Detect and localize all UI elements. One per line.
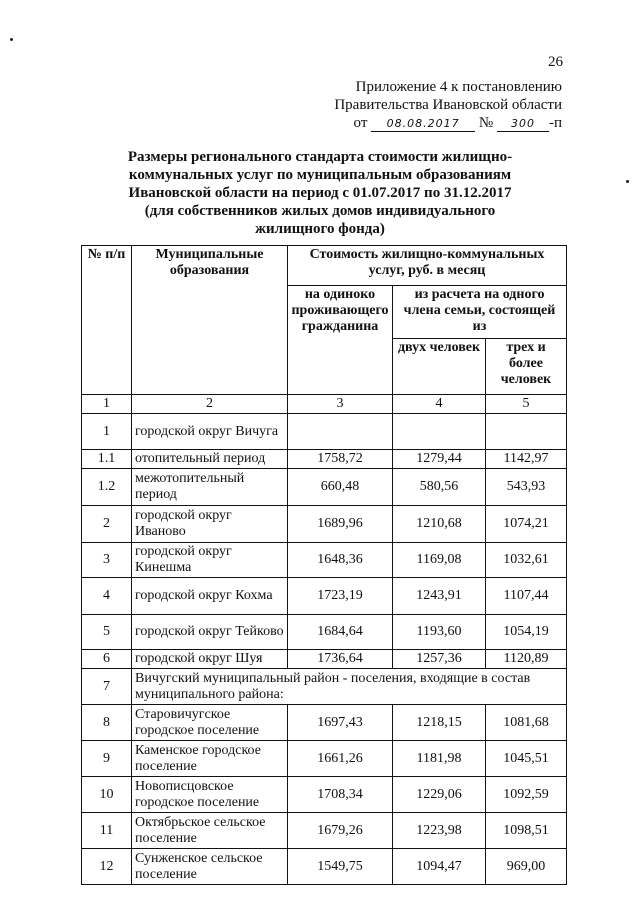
row-municipality: городской округ Иваново xyxy=(132,506,288,543)
row-single-value: 1684,64 xyxy=(288,615,393,650)
row-two-value: 1210,68 xyxy=(393,506,486,543)
row-two-value: 1223,98 xyxy=(393,813,486,849)
row-single-value: 1758,72 xyxy=(288,450,393,469)
row-three-value: 1142,97 xyxy=(486,450,567,469)
scan-speck xyxy=(10,38,13,41)
row-num: 3 xyxy=(82,543,132,578)
row-municipality: городской округ Кинешма xyxy=(132,543,288,578)
row-three-value: 543,93 xyxy=(486,469,567,506)
page-number: 26 xyxy=(548,54,563,70)
appendix-line-2: Правительства Ивановской области xyxy=(334,97,562,113)
row-two-value: 1094,47 xyxy=(393,849,486,885)
row-single-value: 1661,26 xyxy=(288,741,393,777)
header-num: № п/п xyxy=(82,246,132,395)
row-two-value: 1218,15 xyxy=(393,705,486,741)
row-municipality: Новописцовское городское поселение xyxy=(132,777,288,813)
row-three-value: 1107,44 xyxy=(486,578,567,615)
row-num: 9 xyxy=(82,741,132,777)
title-line: Размеры регионального стандарта стоимости жилищно- xyxy=(127,149,513,165)
row-municipality: межотопительный период xyxy=(132,469,288,506)
col-number: 3 xyxy=(288,395,393,414)
row-num: 10 xyxy=(82,777,132,813)
row-two-value: 1229,06 xyxy=(393,777,486,813)
title-line: жилищного фонда) xyxy=(255,221,385,237)
appendix-line-3 xyxy=(334,114,562,132)
cost-standard-table xyxy=(81,245,567,885)
row-num: 7 xyxy=(82,669,132,705)
title-line: коммунальных услуг по муниципальным образованиям xyxy=(128,167,512,183)
number-suffix: -п xyxy=(548,115,562,131)
row-two-value: 580,56 xyxy=(393,469,486,506)
row-municipality: городской округ Шуя xyxy=(132,650,288,669)
row-three-value: 1032,61 xyxy=(486,543,567,578)
row-municipality: Старовичугское городское поселение xyxy=(132,705,288,741)
row-three-value: 969,00 xyxy=(486,849,567,885)
row-municipality: городской округ Тейково xyxy=(132,615,288,650)
row-single-value: 1648,36 xyxy=(288,543,393,578)
row-municipality: Октябрьское сельское поселение xyxy=(132,813,288,849)
row-two-value: 1169,08 xyxy=(393,543,486,578)
row-three-value: 1045,51 xyxy=(486,741,567,777)
row-two-value: 1279,44 xyxy=(393,450,486,469)
row-single-value: 1708,34 xyxy=(288,777,393,813)
col-number: 2 xyxy=(132,395,288,414)
header-three: трех и более человек xyxy=(486,339,567,395)
decree-number: 300 xyxy=(497,117,549,132)
header-two: двух человек xyxy=(393,339,486,395)
document-title xyxy=(100,148,540,238)
col-number: 5 xyxy=(486,395,567,414)
row-single-value: 1689,96 xyxy=(288,506,393,543)
row-num: 8 xyxy=(82,705,132,741)
header-per-member: из расчета на одного члена семьи, состоящей из xyxy=(393,286,567,339)
row-three-value: 1074,21 xyxy=(486,506,567,543)
decree-date: 08.08.2017 xyxy=(371,117,475,132)
header-cost: Стоимость жилищно-коммунальных услуг, руб. в месяц xyxy=(288,246,567,286)
row-single-value: 1736,64 xyxy=(288,650,393,669)
row-num: 1.2 xyxy=(82,469,132,506)
row-three-value: 1092,59 xyxy=(486,777,567,813)
row-two-value: 1243,91 xyxy=(393,578,486,615)
row-num: 6 xyxy=(82,650,132,669)
header-municipality: Муниципальные образования xyxy=(132,246,288,395)
row-num: 5 xyxy=(82,615,132,650)
row-three-value: 1054,19 xyxy=(486,615,567,650)
row-two-value: 1181,98 xyxy=(393,741,486,777)
row-municipality: Каменское городское поселение xyxy=(132,741,288,777)
row-single-value: 1697,43 xyxy=(288,705,393,741)
row-single-value xyxy=(288,414,393,450)
row-single-value: 1723,19 xyxy=(288,578,393,615)
row-num: 1.1 xyxy=(82,450,132,469)
row-municipality: Сунженское сельское поселение xyxy=(132,849,288,885)
row-two-value: 1257,36 xyxy=(393,650,486,669)
row-single-value: 1679,26 xyxy=(288,813,393,849)
row-municipality: отопительный период xyxy=(132,450,288,469)
row-three-value xyxy=(486,414,567,450)
row-three-value: 1120,89 xyxy=(486,650,567,669)
col-number: 1 xyxy=(82,395,132,414)
title-line: (для собственников жилых домов индивидуального xyxy=(144,203,496,219)
number-label: № xyxy=(478,115,494,131)
row-two-value xyxy=(393,414,486,450)
scan-speck xyxy=(626,180,629,183)
row-three-value: 1098,51 xyxy=(486,813,567,849)
appendix-header xyxy=(334,78,562,132)
row-municipality: городской округ Вичуга xyxy=(132,414,288,450)
row-single-value: 660,48 xyxy=(288,469,393,506)
col-number: 4 xyxy=(393,395,486,414)
row-single-value: 1549,75 xyxy=(288,849,393,885)
header-single: на одиноко проживающего гражданина xyxy=(288,286,393,395)
from-prefix: от xyxy=(353,115,368,131)
row-municipality: городской округ Кохма xyxy=(132,578,288,615)
row-num: 12 xyxy=(82,849,132,885)
row-num: 11 xyxy=(82,813,132,849)
appendix-line-1: Приложение 4 к постановлению xyxy=(355,79,562,95)
row-num: 2 xyxy=(82,506,132,543)
title-line: Ивановской области на период с 01.07.2017 по 31.12.2017 xyxy=(128,185,512,201)
row-num: 1 xyxy=(82,414,132,450)
row-two-value: 1193,60 xyxy=(393,615,486,650)
row-num: 4 xyxy=(82,578,132,615)
row-municipality-group: Вичугский муниципальный район - поселения, входящие в состав муниципального района: xyxy=(132,669,567,705)
row-three-value: 1081,68 xyxy=(486,705,567,741)
